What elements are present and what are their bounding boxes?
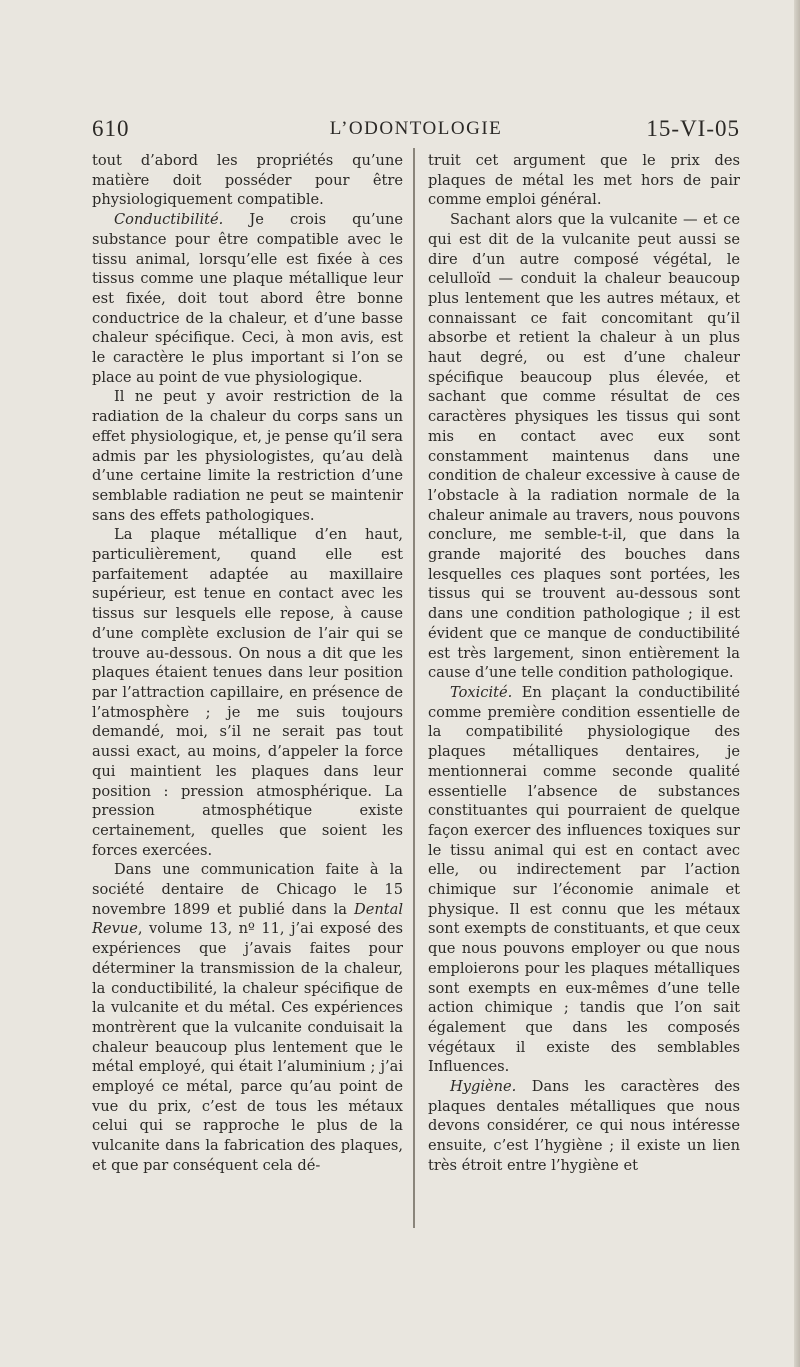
paragraph: truit cet argument que le prix des plaques de métal les met hors de pair comme emploi général. <box>428 152 740 209</box>
paragraph-text: Dans les caractères des plaques dentales métalliques que nous devons considérer, ce qui nous intéresse ensuite, c’est l’hygiène ; il existe un lien très étroit entre l’hygiène et <box>428 1078 740 1174</box>
paragraph: Il ne peut y avoir restriction de la radiation de la chaleur du corps sans un effet physiologique, et, je pense qu’il sera admis par les physiologistes, qu’au delà d’une certaine limite la restriction d’une semblable radiation ne peut se maintenir sans des effets pathologiques. <box>92 388 403 524</box>
journal-reference: Dental Revue <box>92 900 403 938</box>
section-heading-toxicite: Toxicité. <box>450 683 513 701</box>
paragraph-conductibilite <box>92 210 403 387</box>
paragraph: La plaque métallique d’en haut, particulièrement, quand elle est parfaitement adaptée au maxillaire supérieur, est tenue en contact avec les tissus sur lesquels elle repose, à cause d’une complète exclusion de l’air qui se trouve au-dessous. On nous a dit que les plaques étaient tenues dans leur position par l’attraction capillaire, en présence de l’atmosphère ; je me suis toujours demandé, moi, s’il ne serait pas tout aussi exact, au moins, d’appeler la force qui maintient les plaques dans leur position : pression atmosphérique. La pression atmosphétique existe certainement, quelles que soient les forces exercées. <box>92 526 403 859</box>
left-column <box>92 151 403 1176</box>
page-edge <box>794 0 800 1367</box>
paragraph: tout d’abord les propriétés qu’une matière doit posséder pour être physiologiquement compatible. <box>92 152 403 209</box>
journal-title: L’ODONTOLOGIE <box>329 118 503 139</box>
paragraph-text: Dans une communication faite à la société dentaire de Chicago le 15 novembre 1899 et publié dans la <box>92 861 403 918</box>
issue-date: 15-VI-05 <box>646 116 740 141</box>
column-divider <box>413 148 415 1228</box>
paragraph-toxicite <box>428 683 740 1077</box>
paragraph-text: , volume 13, nº 11, j’ai exposé des expériences que j’avais faites pour déterminer la transmission de la chaleur, la conductibilité, la chaleur spécifique de la vulcanite et du métal. Ces expériences montrèrent que la vulcanite conduisait la chaleur beaucoup plus lentement que le métal employé, qui était l’aluminium ; j’ai employé ce métal, parce qu’au point de vue du prix, c’est de tous les métaux celui qui se rapproche le plus de la vulcanite dans la fabrication des plaques, et que par conséquent cela dé- <box>92 920 403 1174</box>
section-heading-hygiene: Hygiène. <box>450 1078 517 1096</box>
paragraph-text: En plaçant la conductibilité comme première condition essentielle de la compatibilité physiologique des plaques métalliques dentaires, je mentionnerai comme seconde qualité essentielle l’absence de substances constituantes qui pourraient de quelque façon exercer des influences toxiques sur le tissu animal qui est en contact avec elle, ou indirectement par l’action chimique sur l’économie animale et physique. Il est connu que les métaux sont exempts de constituants, et que ceux que nous pouvons employer ou que nous emploierons pour les plaques métalliques sont exempts en eux-mêmes d’une telle action chimique ; tandis que l’on sait également que dans les composés végétaux il existe des semblables Influences. <box>428 683 740 1076</box>
right-column <box>428 151 740 1176</box>
paragraph-hygiene <box>428 1077 740 1176</box>
running-head <box>92 116 740 146</box>
paragraph-text: Je crois qu’une substance pour être compatible avec le tissu animal, lorsqu’elle est fixée à ces tissus comme une plaque métallique leur est fixée, doit tout abord être bonne conductrice de la chaleur, et d’une basse chaleur spécifique. Ceci, à mon avis, est le caractère le plus important si l’on se place au point de vue physiologique. <box>92 211 403 386</box>
page-number: 610 <box>92 116 130 141</box>
paragraph-communication <box>92 860 403 1175</box>
paragraph: Sachant alors que la vulcanite — et ce qui est dit de la vulcanite peut aussi se dire d’un autre composé végétal, le celulloïd — conduit la chaleur beaucoup plus lentement que les autres métaux, et connaissant ce fait concomitant qu’il absorbe et retient la chaleur à un plus haut degré, ou est d’une chaleur spécifique beaucoup plus élevée, et sachant que comme résultat de ces caractères physiques les tissus qui sont mis en contact avec eux sont constamment maintenus dans une condition de chaleur excessive à cause de l’obstacle à la radiation normale de la chaleur animale au travers, nous pouvons conclure, me semble-t-il, que dans la grande majorité des bouches dans lesquelles ces plaques sont portées, les tissus qui se trouvent au-dessous sont dans une condition pathologique ; il est évident que ce manque de conductibilité est très largement, sinon entièrement la cause d’une telle condition pathologique. <box>428 211 740 682</box>
section-heading-conductibilite: Conductibilité. <box>114 211 224 229</box>
